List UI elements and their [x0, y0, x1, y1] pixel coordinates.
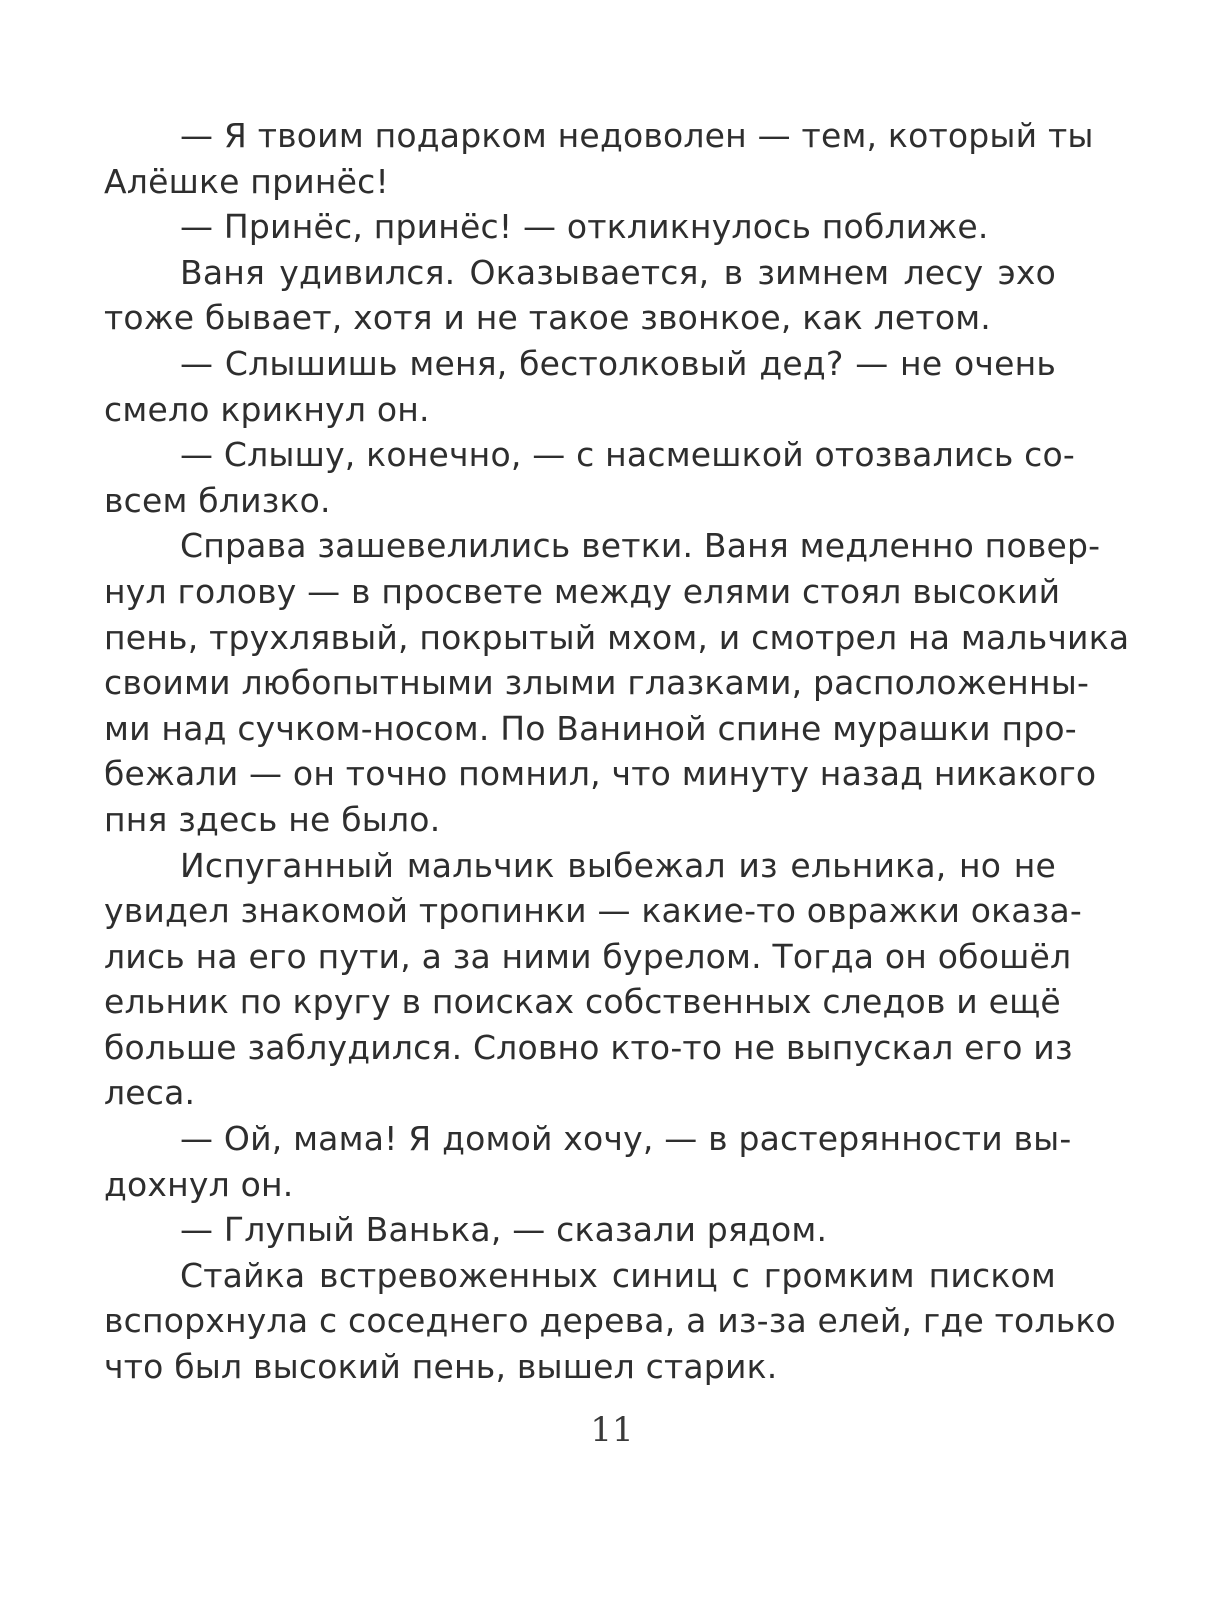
- paragraph: [104, 523, 1130, 842]
- paragraph: [104, 1253, 1116, 1390]
- text-line: Алёшке принёс!: [104, 161, 389, 201]
- text-line: ми над сучком-носом. По Ваниной спине мурашки про-: [104, 708, 1077, 748]
- paragraph: [104, 204, 1056, 250]
- text-line: леса.: [104, 1073, 196, 1113]
- text-line: — Глупый Ванька, — сказали рядом.: [180, 1210, 828, 1250]
- text-line: — Принёс, принёс! — откликнулось поближе.: [180, 207, 989, 247]
- text-line: вспорхнула с соседнего дерева, а из-за елей, где только: [104, 1301, 1116, 1341]
- paragraph: [104, 341, 1056, 432]
- text-line: ельник по кругу в поисках собственных следов и ещё: [104, 982, 1061, 1022]
- text-line: смело крикнул он.: [104, 389, 430, 429]
- paragraph: [104, 1116, 1072, 1207]
- text-line: увидел знакомой тропинки — какие-то овражки оказа-: [104, 891, 1083, 931]
- paragraph: [104, 432, 1076, 523]
- text-line: — Слышу, конечно, — с насмешкой отозвались со-: [180, 435, 1076, 475]
- text-line: — Ой, мама! Я домой хочу, — в растерянности вы-: [180, 1119, 1072, 1159]
- text-line: — Слышишь меня, бестолковый дед? — не очень: [180, 343, 1056, 383]
- text-line: пня здесь не было.: [104, 799, 441, 839]
- text-line: бежали — он точно помнил, что минуту назад никакого: [104, 754, 1097, 794]
- text-line: Справа зашевелились ветки. Ваня медленно повер-: [180, 526, 1101, 566]
- text-line: больше заблудился. Словно кто-то не выпускал его из: [104, 1027, 1073, 1067]
- page-number: 11: [590, 1410, 634, 1450]
- paragraph: [104, 843, 1083, 1117]
- text-line: пень, трухлявый, покрытый мхом, и смотрел на мальчика: [104, 617, 1130, 657]
- text-line: всем близко.: [104, 480, 331, 520]
- paragraph: [104, 250, 1056, 341]
- text-line: тоже бывает, хотя и не такое звонкое, как летом.: [104, 298, 992, 338]
- text-line: что был высокий пень, вышел старик.: [104, 1347, 778, 1387]
- paragraph: [104, 113, 1094, 204]
- page-text: [104, 113, 1130, 1390]
- text-line: Ваня удивился. Оказывается, в зимнем лесу эхо: [180, 252, 1056, 292]
- text-line: своими любопытными злыми глазками, расположенны-: [104, 663, 1090, 703]
- text-line: дохнул он.: [104, 1164, 294, 1204]
- text-line: Испуганный мальчик выбежал из ельника, но не: [180, 845, 1056, 885]
- text-line: Стайка встревоженных синиц с громким писком: [180, 1255, 1056, 1295]
- text-line: нул голову — в просвете между елями стоял высокий: [104, 571, 1061, 611]
- paragraph: [104, 1207, 1056, 1253]
- text-line: — Я твоим подарком недоволен — тем, который ты: [180, 116, 1094, 155]
- text-line: лись на его пути, а за ними бурелом. Тогда он обошёл: [104, 936, 1072, 976]
